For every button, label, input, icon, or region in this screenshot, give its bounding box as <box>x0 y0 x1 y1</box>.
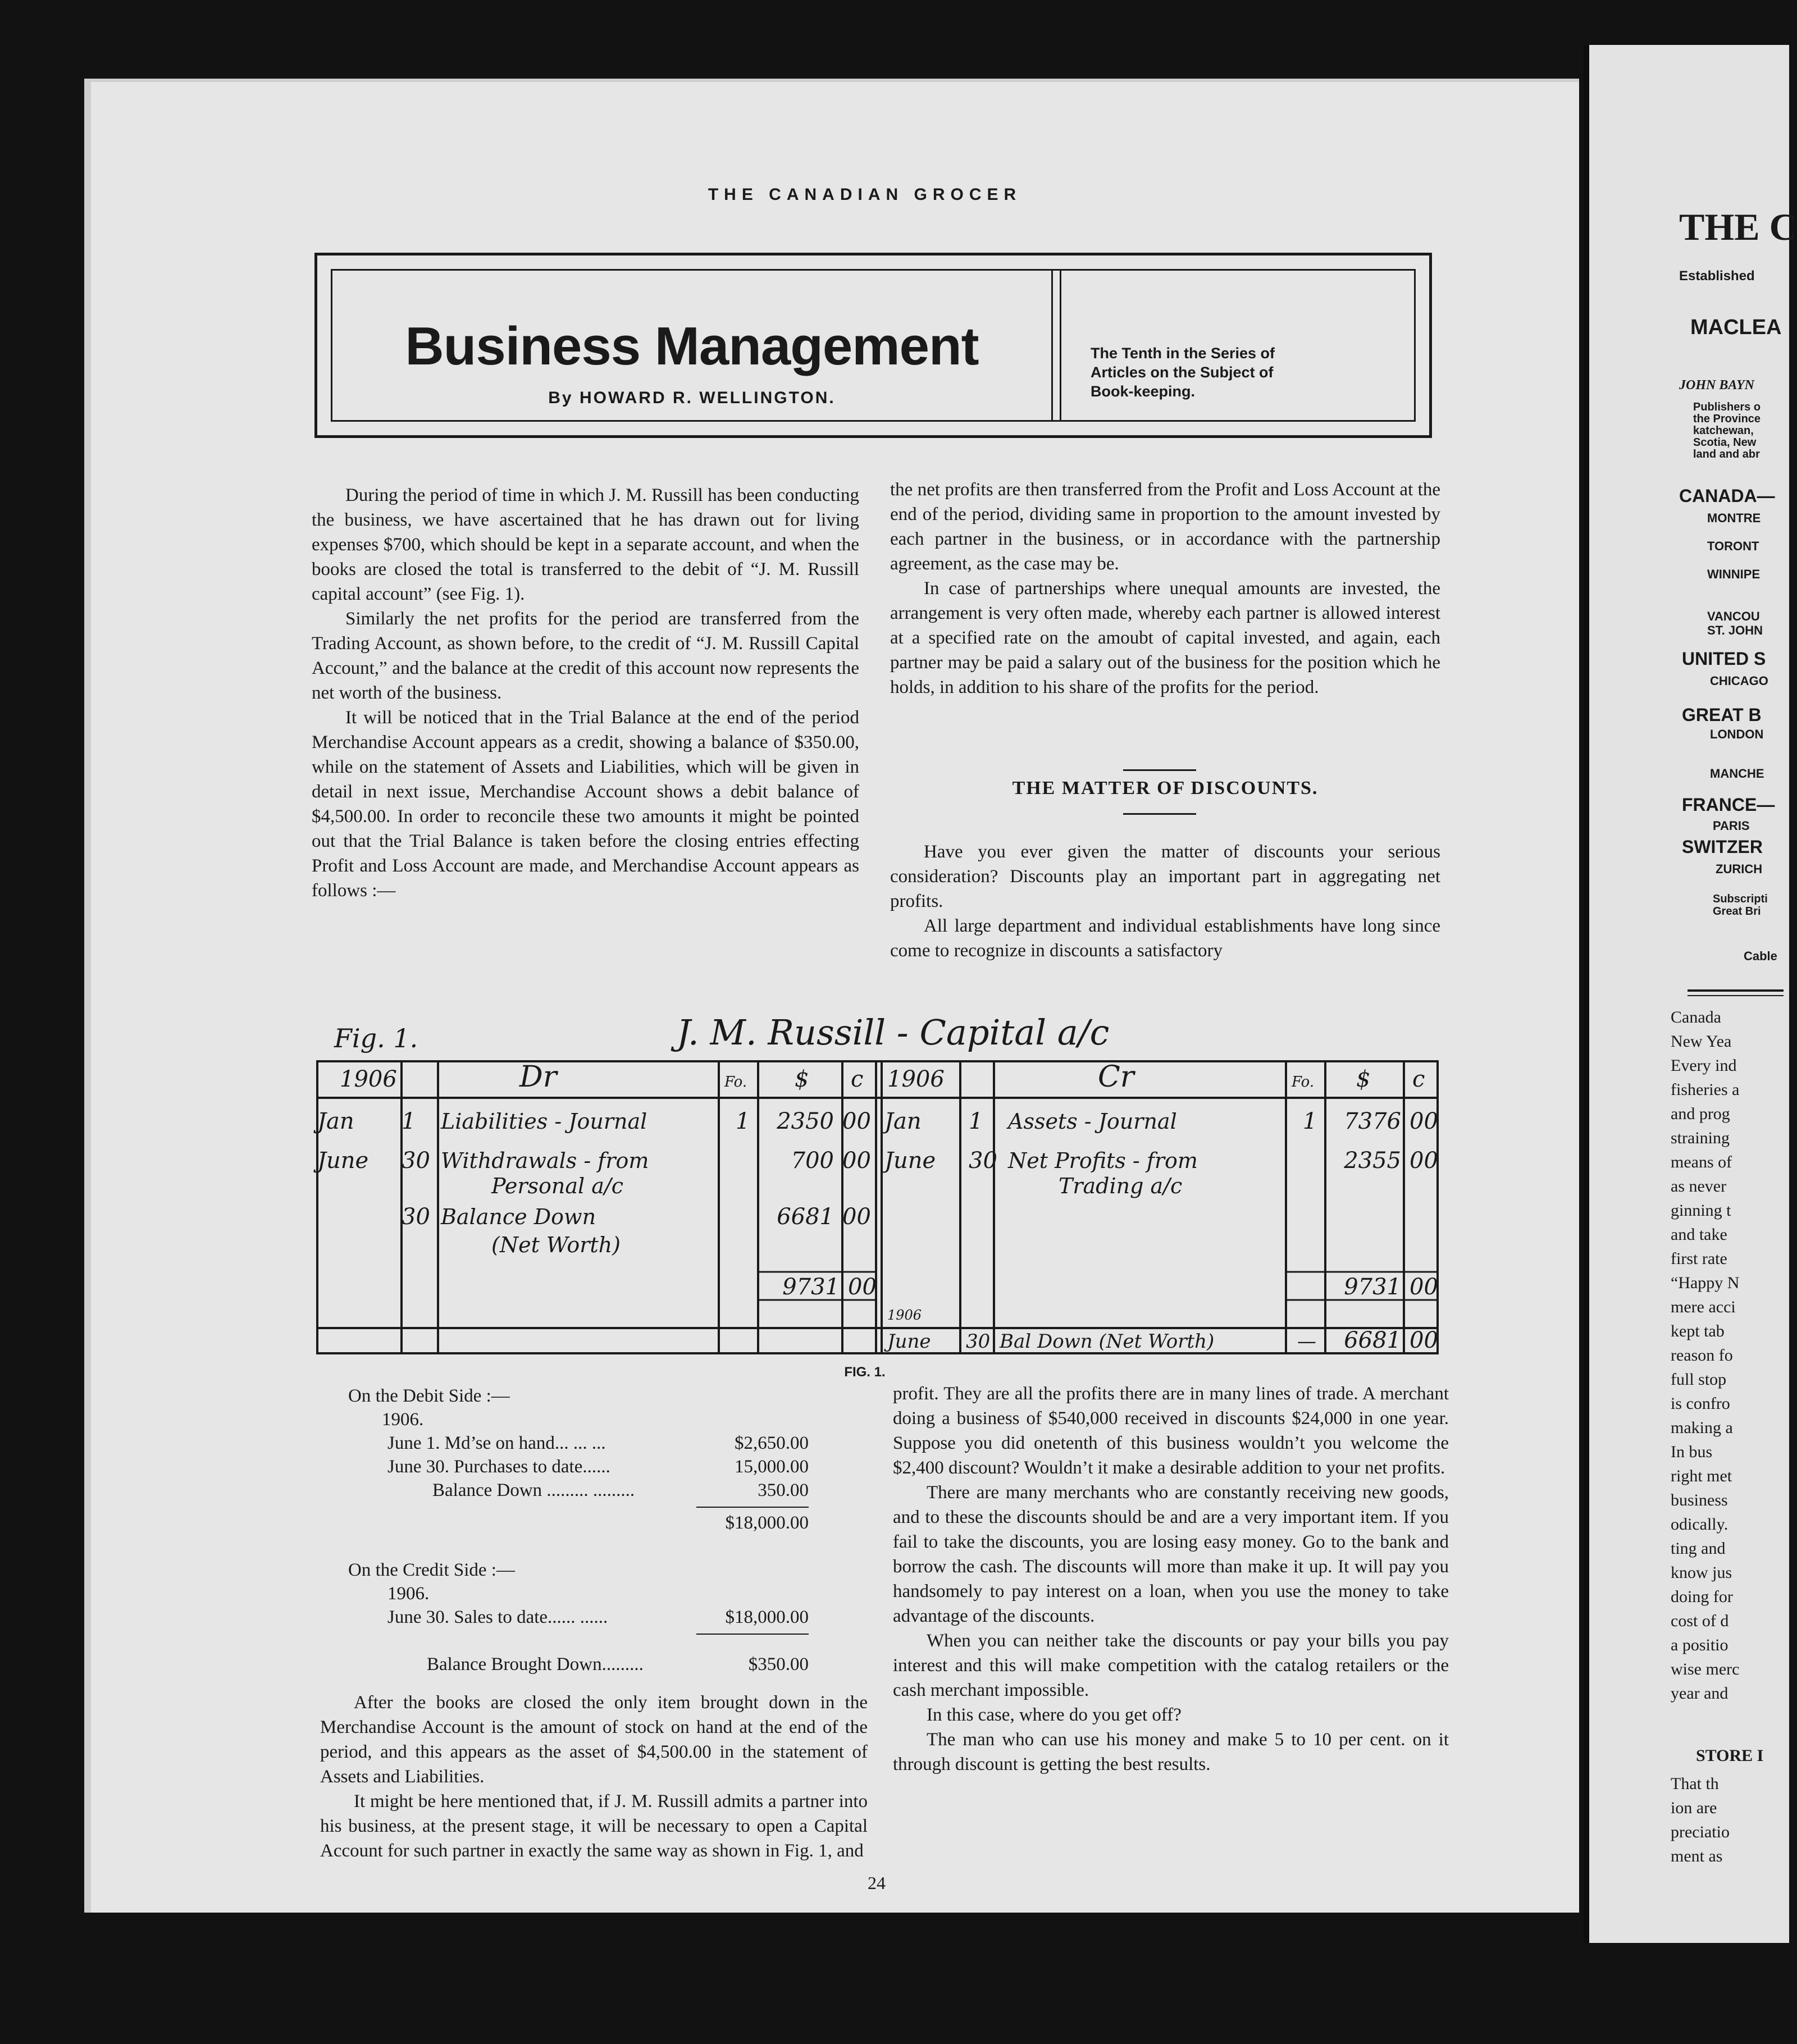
page-number: 24 <box>868 1873 886 1893</box>
adjacent-body-line: mere acci <box>1671 1298 1736 1316</box>
adjacent-line: Publishers o <box>1693 401 1761 413</box>
total-rule <box>696 1507 809 1508</box>
debit-item-label: Balance Down ......... ......... <box>432 1480 635 1500</box>
entry-folio: 1 <box>736 1108 750 1134</box>
entry-description: Balance Down <box>441 1204 596 1229</box>
adjacent-body-line: and prog <box>1671 1105 1730 1123</box>
adjacent-established: Established <box>1679 268 1755 284</box>
account-title: J. M. Russill - Capital a/c <box>677 1012 1110 1053</box>
total-rule <box>696 1634 809 1635</box>
adjacent-body-line: right met <box>1671 1467 1732 1485</box>
entry-cents: 00 <box>1410 1148 1438 1174</box>
dr-total-dollars: 9731 <box>782 1274 840 1300</box>
paragraph: After the books are closed the only item brought down in the Merchandise Account is the amount of stock on hand at the end of the period, and this appears as the asset of $4,500.00 in the statement of Assets and Liabilities. <box>320 1692 868 1787</box>
paragraph: There are many merchants who are constantly receiving new goods, and to these the discounts should be and are a very important item. If you fail to take the discounts, you are losing easy money. Go to the bank and borrow the cash. The discounts will more than make it up. It will pay you handsomely to pay interest on a loan, when you use the money to take advantage of the discounts. <box>893 1482 1449 1626</box>
adjacent-body-line: and take <box>1671 1225 1727 1244</box>
adjacent-city: VANCOU <box>1707 609 1760 623</box>
adjacent-switzerland: SWITZER <box>1682 837 1763 857</box>
adjacent-body-line: reason fo <box>1671 1346 1733 1365</box>
entry-cents: 00 <box>842 1108 871 1134</box>
right-column-discounts <box>890 840 1440 963</box>
adjacent-city: MONTRE <box>1707 511 1761 525</box>
cr-brought-folio: — <box>1297 1330 1316 1353</box>
debit-year: 1906. <box>382 1409 424 1430</box>
adjacent-cable: Cable <box>1744 949 1777 963</box>
credit-item-amount: $18,000.00 <box>725 1607 809 1627</box>
entry-description: Withdrawals - from <box>441 1148 649 1173</box>
article-title: Business Management <box>405 316 979 376</box>
adjacent-body-line: ting and <box>1671 1539 1726 1558</box>
adjacent-body-line: kept tab <box>1671 1322 1725 1340</box>
adjacent-john: JOHN BAYN <box>1679 378 1755 393</box>
article-banner <box>314 253 1432 438</box>
figure-caption: FIG. 1. <box>844 1365 886 1380</box>
cr-label: Cr <box>1098 1060 1134 1094</box>
adjacent-body-line: preciatio <box>1671 1823 1730 1841</box>
adjacent-line: Subscripti <box>1713 893 1768 905</box>
adjacent-city: LONDON <box>1710 727 1764 741</box>
adjacent-body-line: ginning t <box>1671 1201 1731 1220</box>
paragraph: In case of partnerships where unequal amounts are invested, the arrangement is very often made, whereby each partner is allowed interest at a specified rate on the amoubt of capital invested, and again, each partner may be paid a salary out of the business for the position which he holds, in addition to his share of the profits for the period. <box>890 578 1440 697</box>
adjacent-rule <box>1687 989 1784 992</box>
adjacent-canada: CANADA— <box>1679 486 1775 506</box>
credit-item-label: June 30. Sales to date...... ...... <box>387 1607 608 1627</box>
entry-cents: 00 <box>842 1148 871 1174</box>
adjacent-body-line: straining <box>1671 1129 1730 1147</box>
paragraph: It will be noticed that in the Trial Balance at the end of the period Merchandise Account appears as a credit, showing a balance of $350.00, while on the statement of Assets and Liabilities, which will be given in detail in next issue, Merchandise Account shows a debit balance of $4,500.00. In order to reconcile these two amounts it might be pointed out that the Trial Balance is taken before the closing entries effecting Profit and Loss Account are made, and Merchandise Account appears as follows :— <box>312 708 859 901</box>
adjacent-body-line: making a <box>1671 1418 1733 1437</box>
cr-cents-header: c <box>1412 1066 1425 1092</box>
entry-day: 1 <box>402 1108 416 1134</box>
adjacent-body-line: ion are <box>1671 1799 1717 1817</box>
entry-description: Personal a/c <box>491 1174 623 1198</box>
dr-label: Dr <box>519 1060 557 1094</box>
cr-year: 1906 <box>887 1066 945 1092</box>
adjacent-store-heading: STORE I <box>1696 1746 1764 1765</box>
entry-description: (Net Worth) <box>491 1233 621 1257</box>
adjacent-city: PARIS <box>1713 819 1750 833</box>
cr-brought-dollars: 6681 <box>1344 1327 1401 1353</box>
dr-total-cents: 00 <box>848 1274 877 1300</box>
ledger-figure <box>312 1014 1446 1362</box>
adjacent-line: Scotia, New <box>1693 436 1757 449</box>
debit-item-amount: 15,000.00 <box>735 1457 809 1477</box>
ornament-rule <box>1123 769 1196 771</box>
debit-total: $18,000.00 <box>725 1513 809 1533</box>
entry-day: 30 <box>969 1148 997 1174</box>
adjacent-line: Great Bri <box>1713 905 1761 918</box>
entry-description: Net Profits - from <box>1008 1148 1198 1173</box>
paragraph: profit. They are all the profits there are in many lines of trade. A merchant doing a business of $540,000 received in discounts $24,000 in one year. Suppose you did onetenth of this business wouldn’t you welcome the $2,400 discount? Wouldn’t it make a desirable addition to your net profits. <box>893 1384 1449 1478</box>
adjacent-body-line: means of <box>1671 1153 1732 1171</box>
entry-dollars: 2355 <box>1344 1148 1401 1174</box>
entry-dollars: 6681 <box>777 1204 834 1230</box>
adjacent-body-line: Every ind <box>1671 1056 1737 1075</box>
adjacent-line: land and abr <box>1693 448 1760 460</box>
cr-brought-cents: 00 <box>1410 1327 1438 1353</box>
adjacent-body-line: full stop <box>1671 1370 1727 1389</box>
adjacent-masthead: THE C <box>1679 206 1797 248</box>
adjacent-body-line: cost of d <box>1671 1612 1729 1630</box>
adjacent-city: WINNIPE <box>1707 567 1760 581</box>
adjacent-line: katchewan, <box>1693 425 1754 437</box>
adjacent-body-line: odically. <box>1671 1515 1728 1534</box>
adjacent-city: ST. JOHN <box>1707 623 1763 637</box>
series-note-line: The Tenth in the Series of <box>1091 345 1275 362</box>
adjacent-store-body <box>1671 1772 1783 1868</box>
adjacent-rule <box>1687 995 1784 996</box>
adjacent-france: FRANCE— <box>1682 795 1775 815</box>
paragraph: Similarly the net profits for the period are transferred from the Trading Account, as shown before, to the credit of “J. M. Russill Capital Account,” and the balance at the credit of this account now represents the net worth of the business. <box>312 609 859 703</box>
entry-day: 30 <box>402 1148 430 1174</box>
ornament-rule <box>1123 813 1196 815</box>
cr-dollar-header: $ <box>1356 1066 1371 1092</box>
adjacent-city: ZURICH <box>1716 862 1763 876</box>
credit-heading: On the Credit Side :— <box>348 1560 515 1580</box>
cr-total-dollars: 9731 <box>1344 1274 1401 1300</box>
adjacent-body-line: ment as <box>1671 1847 1723 1865</box>
entry-month: June <box>884 1148 936 1174</box>
left-column-upper <box>312 483 859 903</box>
brought-down-amount: $350.00 <box>748 1654 809 1675</box>
debit-item-label: June 1. Md’se on hand... ... ... <box>387 1433 606 1453</box>
entry-description: Assets - Journal <box>1008 1109 1177 1134</box>
debit-item-label: June 30. Purchases to date...... <box>387 1457 610 1477</box>
adjacent-body-line: first rate <box>1671 1249 1727 1268</box>
adjacent-us: UNITED S <box>1682 649 1766 669</box>
entry-month: June <box>317 1148 369 1174</box>
adjacent-body-line: doing for <box>1671 1587 1733 1606</box>
running-head: THE CANADIAN GROCER <box>708 185 1022 204</box>
adjacent-body-line: as never <box>1671 1177 1727 1196</box>
adjacent-body <box>1671 1005 1783 1705</box>
banner-inner-frame <box>331 269 1416 422</box>
credit-year: 1906. <box>387 1584 430 1604</box>
entry-cents: 00 <box>842 1204 871 1230</box>
paragraph: When you can neither take the discounts or pay your bills you pay interest and this will make competition with the catalog retailers or the cash merchant impossible. <box>893 1631 1449 1700</box>
paragraph: It might be here mentioned that, if J. M. Russill admits a partner into his business, at the present stage, it will be necessary to open a Capital Account for such partner in exactly the same way as shown in Fig. 1, and <box>320 1791 868 1861</box>
adjacent-publisher-lines <box>1693 402 1760 460</box>
dr-cents-header: c <box>851 1066 864 1092</box>
paragraph: The man who can use his money and make 5 to 10 per cent. on it through discount is getting the best results. <box>893 1730 1449 1774</box>
entry-description: Liabilities - Journal <box>441 1109 647 1134</box>
dr-dollar-header: $ <box>795 1066 809 1092</box>
cr-brought-month: June <box>887 1330 931 1353</box>
entry-month: Jan <box>884 1108 922 1134</box>
adjacent-subscription <box>1713 893 1768 918</box>
right-column-upper <box>890 477 1440 700</box>
left-column-lower <box>320 1690 868 1863</box>
adjacent-body-line: New Yea <box>1671 1032 1732 1051</box>
right-column-lower <box>893 1381 1449 1777</box>
paragraph: the net profits are then transferred from the Profit and Loss Account at the end of the period, dividing same in proportion to the amount invested by each partner in the business, or in accordance with the partnership agreement, as the case may be. <box>890 480 1440 574</box>
paragraph: Have you ever given the matter of discounts your serious consideration? Discounts play an important part in aggregating net profits. <box>890 842 1440 911</box>
paragraph: In this case, where do you get off? <box>927 1705 1182 1725</box>
entry-description: Trading a/c <box>1059 1174 1183 1198</box>
adjacent-body-line: “Happy N <box>1671 1274 1740 1292</box>
entry-day: 30 <box>402 1204 430 1230</box>
dr-folio-header: Fo. <box>724 1074 747 1091</box>
adjacent-line: the Province <box>1693 413 1761 425</box>
cr-total-cents: 00 <box>1410 1274 1438 1300</box>
cr-brought-text: Bal Down (Net Worth) <box>1000 1330 1215 1353</box>
paragraph: All large department and individual establishments have long since come to recognize in discounts a satisfactory <box>890 916 1440 961</box>
debit-item-amount: $2,650.00 <box>735 1433 809 1453</box>
adjacent-body-line: Canada <box>1671 1008 1721 1026</box>
section-heading: THE MATTER OF DISCOUNTS. <box>1012 778 1319 799</box>
banner-divider <box>1051 271 1061 420</box>
fig-label: Fig. 1. <box>334 1023 418 1053</box>
adjacent-city: CHICAGO <box>1710 674 1768 688</box>
brought-down-label: Balance Brought Down......... <box>427 1654 644 1675</box>
debit-heading: On the Debit Side :— <box>348 1386 510 1406</box>
entry-dollars: 700 <box>791 1148 834 1174</box>
article-byline: By HOWARD R. WELLINGTON. <box>548 389 836 407</box>
debit-item-amount: 350.00 <box>758 1480 809 1500</box>
adjacent-body-line: know jus <box>1671 1563 1732 1582</box>
cr-entries <box>881 1108 1438 1198</box>
series-note <box>1091 344 1349 401</box>
cr-brought-year: 1906 <box>887 1307 922 1323</box>
adjacent-city: MANCHE <box>1710 766 1764 781</box>
paragraph: During the period of time in which J. M. Russill has been conducting the business, we have ascertained that he has drawn out for living expenses $700, which should be kept in a separate account, and when the books are closed the total is transferred to the debit of “J. M. Russill capital account” (see Fig. 1). <box>312 485 859 604</box>
entry-cents: 00 <box>1410 1108 1438 1134</box>
dr-year: 1906 <box>340 1066 397 1092</box>
entry-folio: 1 <box>1303 1108 1317 1134</box>
merchandise-statement <box>348 1384 809 1676</box>
series-note-line: Articles on the Subject of <box>1091 364 1274 381</box>
adjacent-body-line: is confro <box>1671 1394 1730 1413</box>
adjacent-body-line: a positio <box>1671 1636 1728 1654</box>
entry-dollars: 7376 <box>1344 1108 1401 1134</box>
adjacent-body-line: business <box>1671 1491 1728 1509</box>
entry-day: 1 <box>969 1108 983 1134</box>
dr-entries <box>313 1108 871 1257</box>
adjacent-gb: GREAT B <box>1682 705 1762 725</box>
cr-brought-day: 30 <box>966 1330 991 1353</box>
adjacent-city: TORONT <box>1707 539 1759 553</box>
adjacent-publisher: MACLEA <box>1690 316 1782 339</box>
adjacent-body-line: That th <box>1671 1774 1719 1793</box>
adjacent-body-line: wise merc <box>1671 1660 1740 1678</box>
entry-dollars: 2350 <box>777 1108 834 1134</box>
entry-month: Jan <box>317 1108 354 1134</box>
series-note-line: Book-keeping. <box>1091 383 1196 400</box>
adjacent-body-line: In bus <box>1671 1443 1713 1461</box>
adjacent-body-line: year and <box>1671 1684 1728 1703</box>
cr-folio-header: Fo. <box>1292 1074 1315 1091</box>
adjacent-body-line: fisheries a <box>1671 1080 1740 1099</box>
